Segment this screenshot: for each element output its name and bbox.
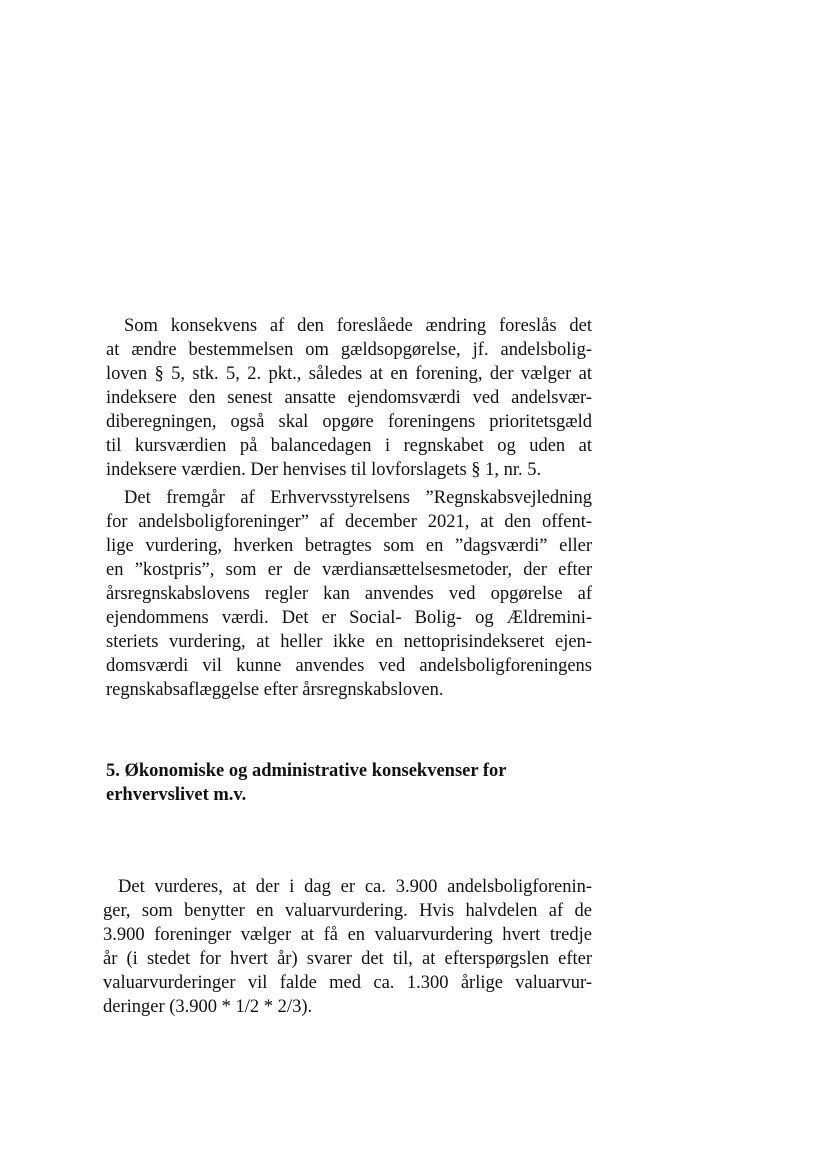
heading-line: 5. Økonomiske og administrative konsekvenser for — [106, 761, 507, 781]
paragraph-line: deringer (3.900 * 1/2 * 2/3). — [103, 997, 313, 1017]
paragraph-line: Det vurderes, at der i dag er ca. 3.900 andelsboligforenin- — [118, 877, 592, 897]
paragraph-line: loven § 5, stk. 5, 2. pkt., således at en forening, der vælger at — [106, 364, 592, 384]
paragraph-line: år (i stedet for hvert år) svarer det til, at efterspørgslen efter — [103, 949, 592, 969]
paragraph-line: for andelsboligforeninger” af december 2021, at den offent- — [106, 512, 592, 532]
paragraph-line: årsregnskabslovens regler kan anvendes ved opgørelse af — [106, 584, 592, 604]
paragraph-line: Det fremgår af Erhvervsstyrelsens ”Regnskabsvejledning — [124, 488, 592, 508]
paragraph-line: ger, som benytter en valuarvurdering. Hvis halvdelen af de — [103, 901, 592, 921]
paragraph-line: valuarvurderinger vil falde med ca. 1.300 årlige valuarvur- — [103, 973, 592, 993]
paragraph-line: diberegningen, også skal opgøre foreningens prioritetsgæld — [106, 412, 592, 432]
paragraph-line: regnskabsaflæggelse efter årsregnskabsloven. — [106, 680, 444, 700]
paragraph-line: Som konsekvens af den foreslåede ændring foreslås det — [124, 316, 592, 336]
paragraph-line: 3.900 foreninger vælger at få en valuarvurdering hvert tredje — [103, 925, 592, 945]
heading-line: erhvervslivet m.v. — [106, 785, 247, 805]
paragraph-line: indeksere værdien. Der henvises til lovforslagets § 1, nr. 5. — [106, 460, 542, 480]
paragraph-line: steriets vurdering, at heller ikke en nettoprisindekseret ejen- — [106, 632, 592, 652]
paragraph-line: til kursværdien på balancedagen i regnskabet og uden at — [106, 436, 592, 456]
paragraph-line: en ”kostpris”, som er de værdiansættelsesmetoder, der efter — [106, 560, 592, 580]
paragraph-line: domsværdi vil kunne anvendes ved andelsboligforeningens — [106, 656, 592, 676]
paragraph-line: lige vurdering, hverken betragtes som en ”dagsværdi” eller — [106, 536, 592, 556]
paragraph-line: indeksere den senest ansatte ejendomsværdi ved andelsvær- — [106, 388, 592, 408]
paragraph-line: at ændre bestemmelsen om gældsopgørelse, jf. andelsbolig- — [106, 340, 592, 360]
paragraph-line: ejendommens værdi. Det er Social- Bolig- og Ældremini- — [106, 608, 592, 628]
